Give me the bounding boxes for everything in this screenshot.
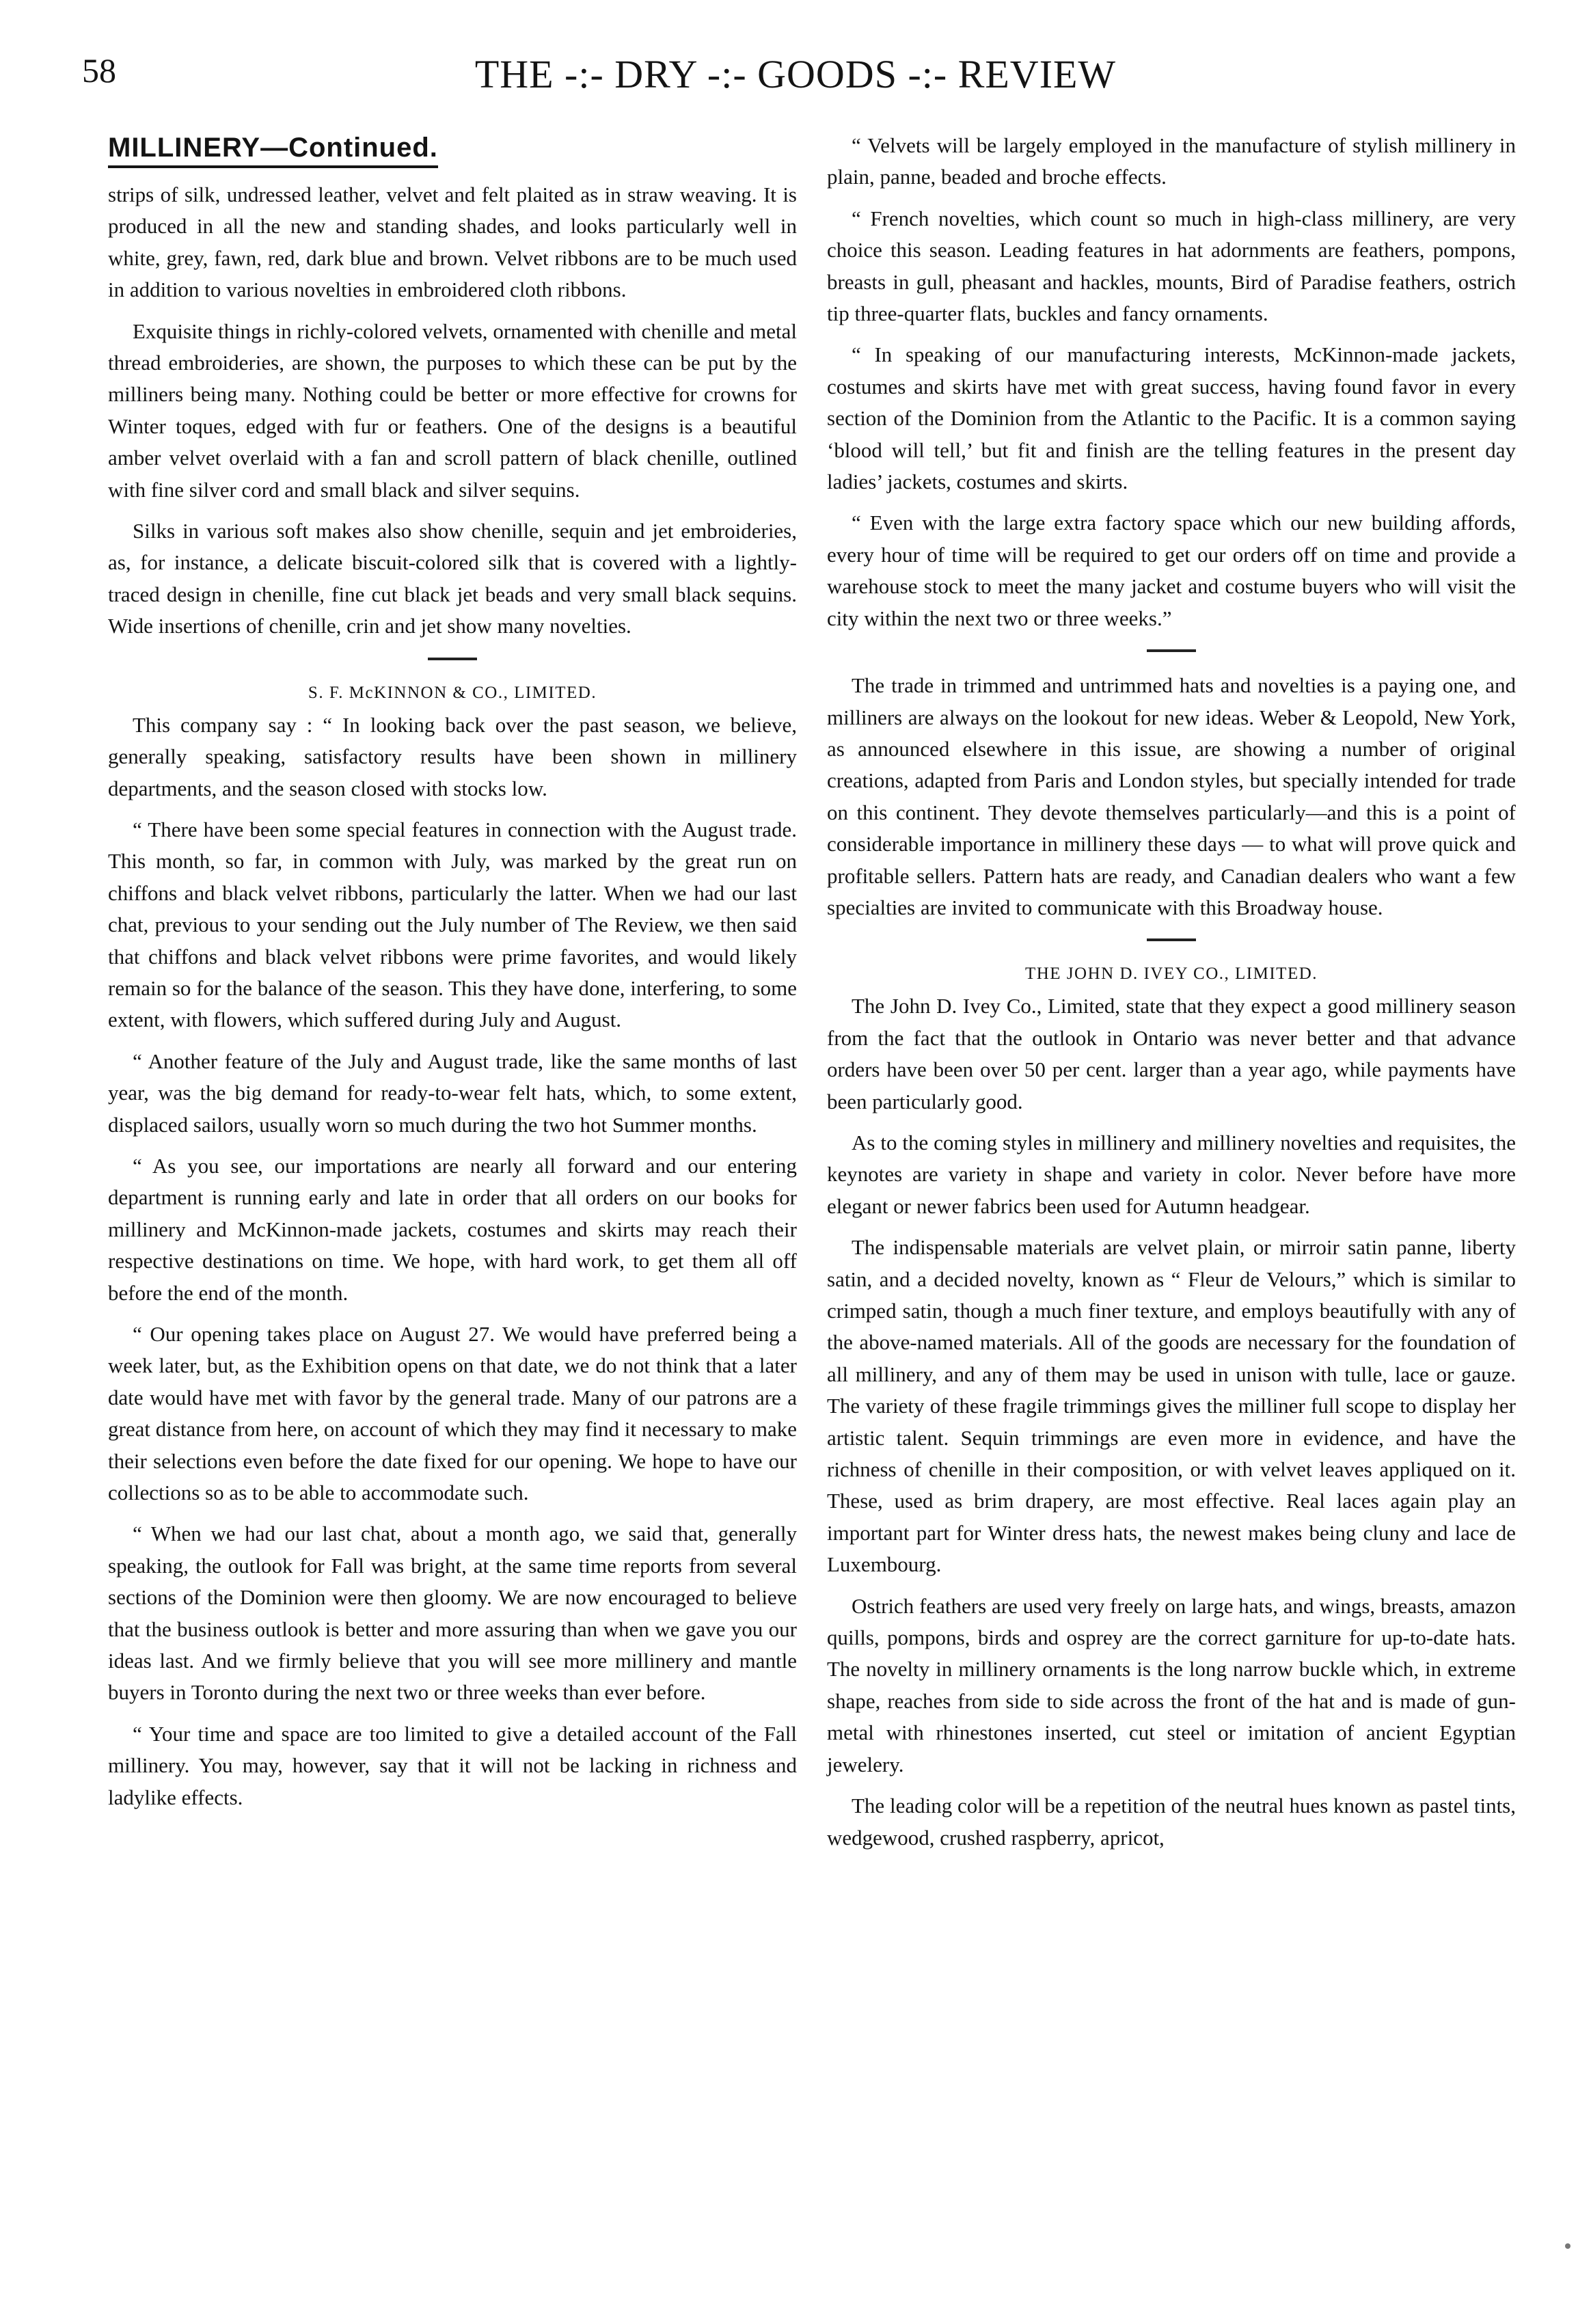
running-head: THE -:- DRY -:- GOODS -:- REVIEW bbox=[474, 52, 1117, 96]
paragraph: “ As you see, our importations are nearly all forward and our entering department is running early and late in order that all orders on our books for millinery and McKinnon-made jackets, costumes and skirts may reach their respective destinations on time. We hope, with hard work, to get them all off before the end of the month. bbox=[108, 1153, 797, 1305]
section-label: MILLINERY—Continued. bbox=[108, 130, 438, 168]
paragraph: “ Even with the large extra factory space which our new building affords, every hour of time will be required to get our orders off on time and provide a warehouse stock to meet the many jacket and costume buyers who will visit the city within the next two or three weeks.” bbox=[827, 511, 1516, 630]
paragraph: Exquisite things in richly-colored velvets, ornamented with chenille and metal thread embroideries, are shown, the purposes to which these can be put by the milliners being many. Nothing could be better or more effective for crowns for Winter toques, edged with fur or feathers. One of the designs is a beautiful amber velvet overlaid with a fan and scroll pattern of black chenille, outlined with fine silver cord and small black and silver sequins. bbox=[108, 319, 797, 502]
paragraph: “ When we had our last chat, about a month ago, we said that, generally speaking, the outlook for Fall was bright, at the same time reports from several sections of the Dominion were then gloomy. We are now encouraged to believe that the business outlook is better and more assuring than when we gave you our ideas last. And we firmly believe that you will see more millinery and mantle buyers in Toronto during the next two or three weeks than ever before. bbox=[108, 1522, 797, 1705]
paragraph: This company say : “ In looking back over the past season, we believe, generally speaking, satisfactory results have been shown in millinery departments, and the season closed with stocks low. bbox=[108, 712, 797, 800]
paragraph: “ In speaking of our manufacturing interests, McKinnon-made jackets, costumes and skirts have met with great success, having found favor in every section of the Dominion from the Atlantic to the Pacific. It is a common saying ‘blood will tell,’ but fit and finish are the telling features in the present day ladies’ jackets, costumes and skirts. bbox=[827, 342, 1516, 494]
paragraph: The John D. Ivey Co., Limited, state that they expect a good millinery season from the fact that the outlook in Ontario was never better and that advance orders have been over 50 per cent. larger than a year ago, while payments have been particularly good. bbox=[827, 994, 1516, 1113]
paragraph: “ Your time and space are too limited to give a detailed account of the Fall millinery. You may, however, say that it will not be lacking in richness and ladylike effects. bbox=[108, 1721, 797, 1809]
subhead-mckinnon: S. F. McKINNON & CO., LIMITED. bbox=[308, 683, 597, 702]
paragraph: The trade in trimmed and untrimmed hats and novelties is a paying one, and milliners are always on the lookout for new ideas. Weber & Leopold, New York, as announced elsewhere in this issue, are showing a number of original creations, adapted from Paris and London styles, but specially intended for trade on this continent. They devote themselves particularly—and this is a point of considerable importance in millinery these days — to what will prove quick and profitable sellers. Pattern hats are ready, and Canadian dealers who want a few specialties are invited to communicate with this Broadway house. bbox=[827, 673, 1516, 919]
left-column bbox=[108, 130, 797, 1823]
paragraph: “ Our opening takes place on August 27. We would have preferred being a week later, but, as the Exhibition opens on that date, we do not think that a later date would have met with favor by the general trade. Many of our patrons are a great distance from here, on account of which they may find it necessary to make their selections even before the date fixed for our opening. We hope to have our collections so as to be able to accommodate such. bbox=[108, 1322, 797, 1505]
paragraph: “ French novelties, which count so much in high-class millinery, are very choice this season. Leading features in hat adornments are feathers, pompons, breasts in gull, pheasant and hackles, mounts, Bird of Paradise feathers, ostrich tip three-quarter flats, buckles and fancy ornaments. bbox=[827, 206, 1516, 326]
paragraph: The leading color will be a repetition of the neutral hues known as pastel tints, wedgewood, crushed raspberry, apricot, bbox=[827, 1794, 1516, 1850]
paragraph: strips of silk, undressed leather, velvet and felt plaited as in straw weaving. It is produced in all the new and standing shades, and looks particularly well in white, grey, fawn, red, dark blue and brown. Velvet ribbons are to be much used in addition to various novelties in embroidered cloth ribbons. bbox=[108, 183, 797, 302]
divider bbox=[1147, 649, 1196, 652]
page-number: 58 bbox=[82, 51, 116, 90]
divider bbox=[428, 658, 477, 660]
divider bbox=[1147, 938, 1196, 941]
subhead-ivey: THE JOHN D. IVEY CO., LIMITED. bbox=[1024, 964, 1318, 984]
paragraph: “ Another feature of the July and August trade, like the same months of last year, was the big demand for ready-to-wear felt hats, which, to some extent, displaced sailors, usually worn so much during the two hot Summer months. bbox=[108, 1049, 797, 1137]
paragraph: Silks in various soft makes also show chenille, sequin and jet embroideries, as, for instance, a delicate biscuit-colored silk that is covered with a lightly-traced design in chenille, fine cut black jet beads and very small black sequins. Wide insertions of chenille, crin and jet show many novelties. bbox=[108, 519, 797, 638]
paragraph: As to the coming styles in millinery and millinery novelties and requisites, the keynotes are variety in shape and variety in color. Never before have more elegant or newer fabrics been used for Autumn headgear. bbox=[827, 1130, 1516, 1218]
paragraph: “ Velvets will be largely employed in the manufacture of stylish millinery in plain, panne, beaded and broche effects. bbox=[827, 133, 1516, 189]
paragraph: The indispensable materials are velvet plain, or mirroir satin panne, liberty satin, and a decided novelty, known as “ Fleur de Velours,” which is similar to crimped satin, though a much finer texture, and employs beautifully with any of the above-named materials. All of the goods are necessary for the foundation of all millinery, and any of them may be used in unison with tulle, lace or gauze. The variety of these fragile trimmings gives the milliner full scope to display her artistic talent. Sequin trimmings are even more in evidence, and have the richness of chenille in their composition, or with velvet leaves appliqued on it. These, used as brim drapery, are most effective. Real laces again play an important part for Winter dress hats, the newest makes being cluny and lace de Luxembourg. bbox=[827, 1235, 1516, 1577]
right-column bbox=[827, 130, 1516, 1863]
paragraph: Ostrich feathers are used very freely on large hats, and wings, breasts, amazon quills, pompons, birds and osprey are the correct garniture for up-to-date hats. The novelty in millinery ornaments is the long narrow buckle which, in extreme shape, reaches from side to side across the front of the hat and is made of gun-metal with rhinestones inserted, cut steel or imitation of ancient Egyptian jewelery. bbox=[827, 1593, 1516, 1776]
paragraph: “ There have been some special features in connection with the August trade. This month, so far, in common with July, was marked by the great run on chiffons and black velvet ribbons, particularly the latter. When we had our last chat, previous to your sending out the July number of The Review, we then said that chiffons and black velvet ribbons were prime favorites, and would likely remain so for the balance of the season. This they have done, interfering, to some extent, with flowers, which suffered during July and August. bbox=[108, 817, 797, 1032]
margin-dot bbox=[1565, 2243, 1570, 2249]
